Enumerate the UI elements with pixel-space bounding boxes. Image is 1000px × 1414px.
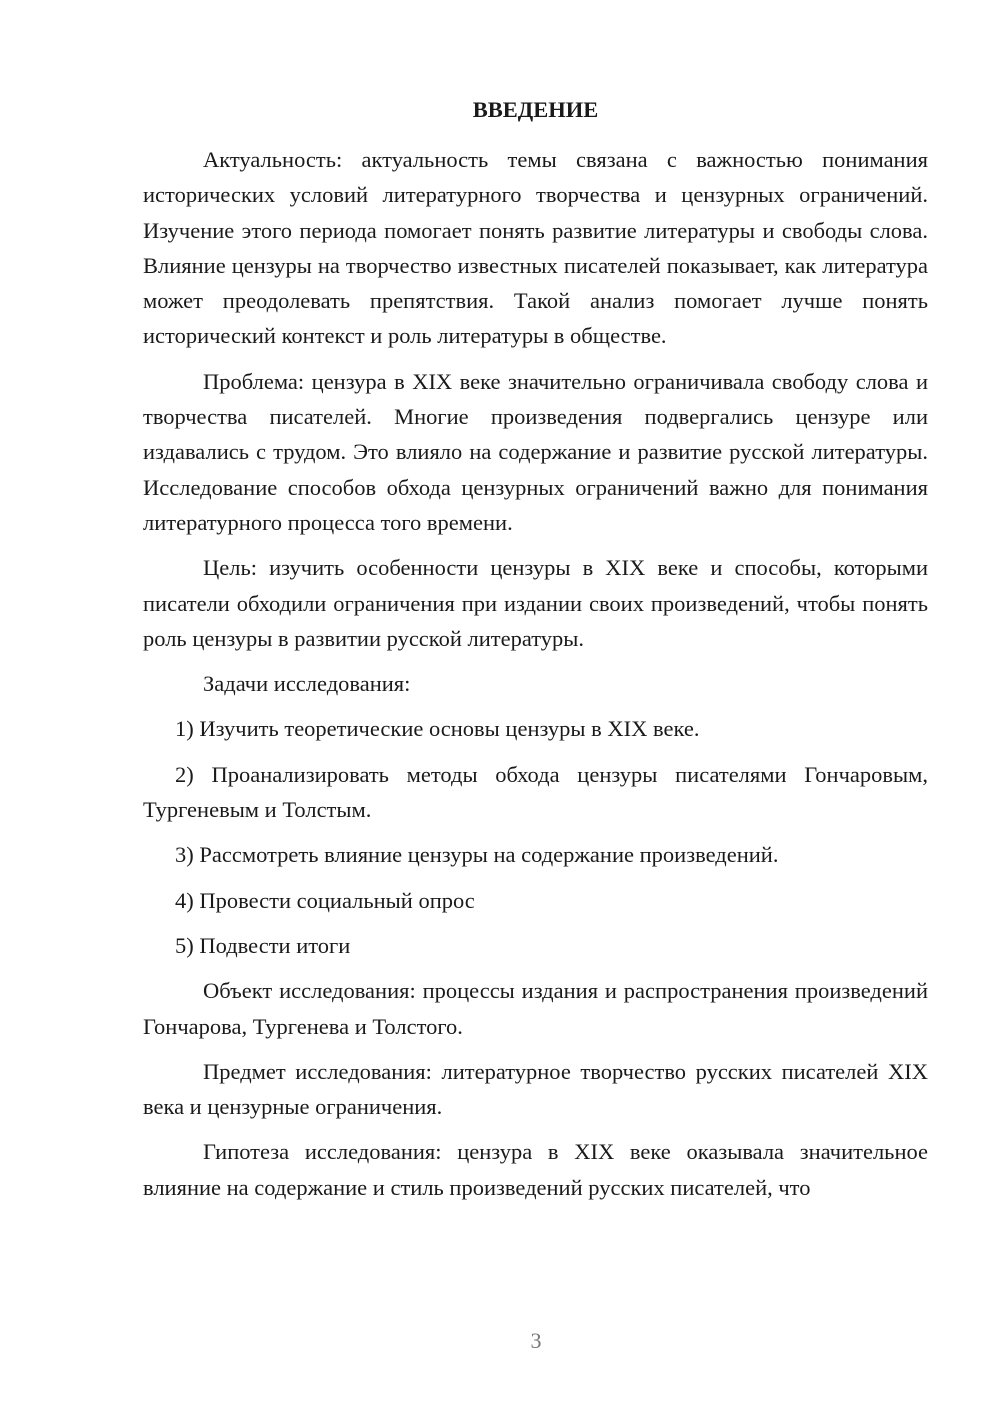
task-item-5: 5) Подвести итоги [175,932,351,958]
paragraph-relevance: Актуальность: актуальность темы связана с важностью понимания исторических условий литературного творчества и цензурных ограничений. Изучение этого периода помогает понять развитие литературы и свободы слова. Влияние цензуры на творчество известных писателей показывает, как литература может преодолевать препятствия. Такой анализ помогает лучше понять исторический контекст и роль литературы в обществе. [143,147,928,349]
paragraph-object: Объект исследования: процессы издания и распространения произведений Гончарова, Тургенева и Толстого. [143,978,928,1039]
document-page [143,92,928,1215]
task-item-4: 4) Провести социальный опрос [175,887,475,913]
paragraph-goal: Цель: изучить особенности цензуры в XIX веке и способы, которыми писатели обходили ограничения при издании своих произведений, чтобы понять роль цензуры в развитии русской литературы. [143,555,928,651]
paragraph-tasks-heading: Задачи исследования: [203,671,411,697]
paragraph-hypothesis: Гипотеза исследования: цензура в XIX веке оказывала значительное влияние на содержание и стиль произведений русских писателей, что [143,1139,928,1200]
paragraph-subject: Предмет исследования: литературное творчество русских писателей XIX века и цензурные ограничения. [143,1058,928,1120]
paragraph-problem: Проблема: цензура в XIX веке значительно ограничивала свободу слова и творчества писателей. Многие произведения подвергались цензуре или издавались с трудом. Это влияло на содержание и развитие русской литературы. Исследование способов обхода цензурных ограничений важно для понимания литературного процесса того времени. [143,368,928,535]
page-title: ВВЕДЕНИЕ [472,97,599,122]
task-item-1: 1) Изучить теоретические основы цензуры в XIX веке. [175,716,700,742]
task-item-2: 2) Проанализировать методы обхода цензуры писателями Гончаровым, Тургеневым и Толстым. [143,761,928,823]
task-item-3: 3) Рассмотреть влияние цензуры на содержание произведений. [175,842,779,868]
page-number: 3 [530,1328,542,1353]
